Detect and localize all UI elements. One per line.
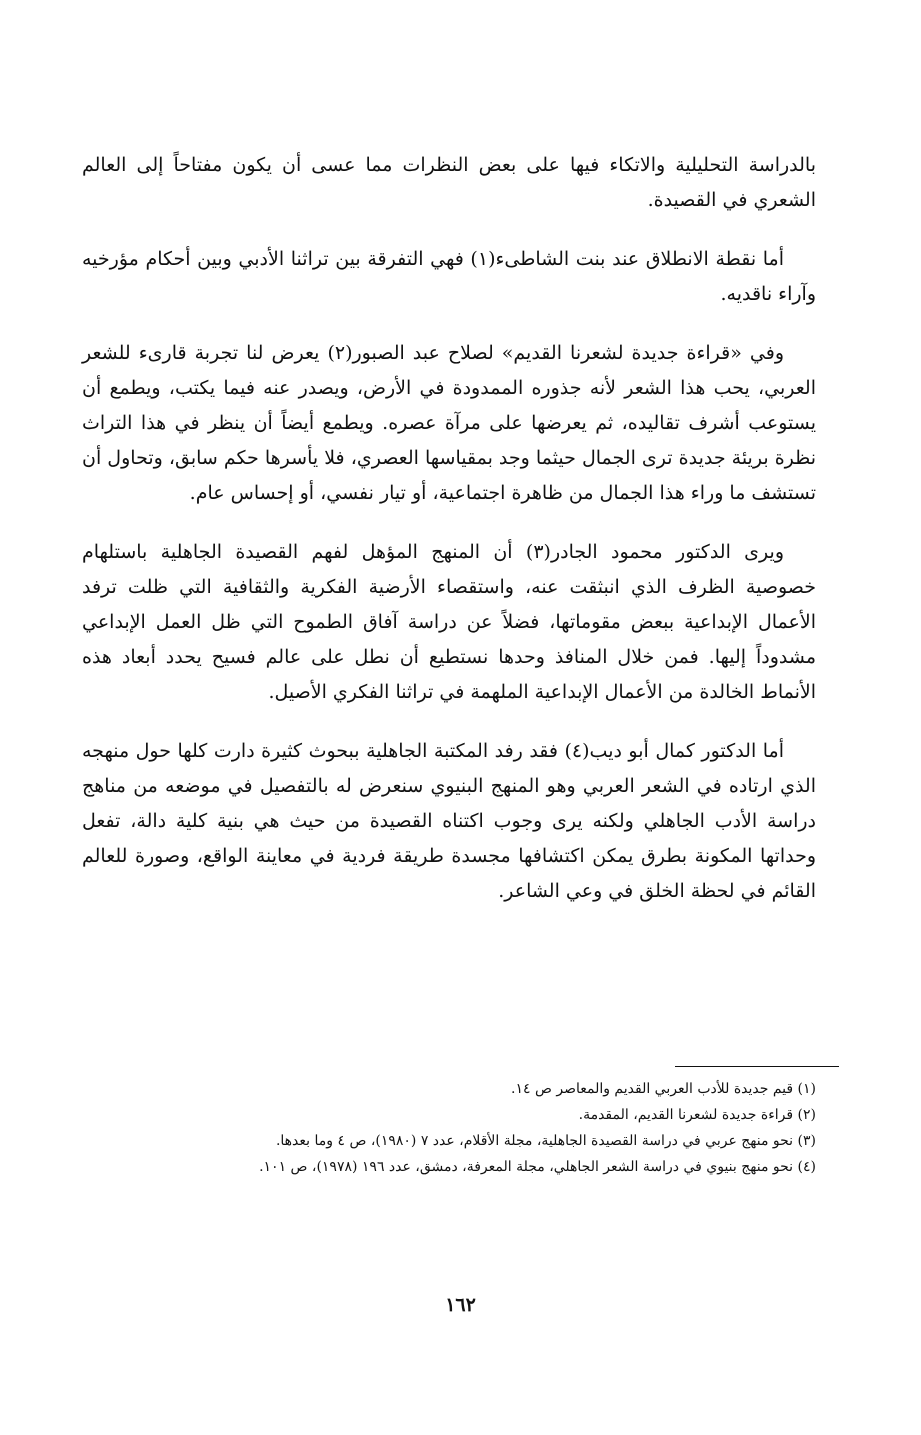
footnote-4: (٤) نحو منهج بنيوي في دراسة الشعر الجاهلي، مجلة المعرفة، دمشق، عدد ١٩٦ (١٩٧٨)، ص ١٠١. [259,1159,816,1175]
footnote-separator [675,1066,839,1067]
page-number: ١٦٢ [445,1294,476,1316]
footnote-2: (٢) قراءة جديدة لشعرنا القديم، المقدمة. [578,1107,816,1123]
body-text [82,148,816,933]
paragraph-3: وفي «قراءة جديدة لشعرنا القديم» لصلاح عبد الصبور(٢) يعرض لنا تجربة قارىء للشعر العربي، يحب هذا الشعر لأنه جذوره الممدودة في الأرض، ويصدر عنه فيما يكتب، ويطمع أن يستوعب أشرف تقاليده، ثم يعرضها على مرآة عصره. ويطمع أيضاً أن ينظر في هذا التراث نظرة بريئة جديدة ترى الجمال حيثما وجد بمقياسها العصري، فلا يأسرها حكم سابق، وتحاول أن تستشف ما وراء هذا الجمال من ظاهرة اجتماعية، أو تيار نفسي، أو إحساس عام. [82,342,816,504]
footnotes [82,1076,816,1180]
paragraph-5: أما الدكتور كمال أبو ديب(٤) فقد رفد المكتبة الجاهلية ببحوث كثيرة دارت كلها حول منهجه الذي ارتاده في الشعر العربي وهو المنهج البنيوي سنعرض له بالتفصيل في موضعه من مناهج دراسة الأدب الجاهلي ولكنه يرى وجوب اكتناه القصيدة من حيث هي بنية كلية دالة، تفعل وحداتها المكونة بطرق يمكن اكتشافها مجسدة طريقة فردية في معاينة الواقع، وصورة للعالم القائم في لحظة الخلق في وعي الشاعر. [82,740,816,902]
paragraph-2: أما نقطة الانطلاق عند بنت الشاطىء(١) فهي التفرقة بين تراثنا الأدبي وبين أحكام مؤرخيه وآراء ناقديه. [82,248,816,305]
footnote-1: (١) قيم جديدة للأدب العربي القديم والمعاصر ص ١٤. [511,1081,816,1097]
paragraph-4: ويرى الدكتور محمود الجادر(٣) أن المنهج المؤهل لفهم القصيدة الجاهلية باستلهام خصوصية الظرف الذي انبثقت عنه، واستقصاء الأرضية الفكرية والثقافية التي ظلت ترفد الأعمال الإبداعية ببعض مقوماتها، فضلاً عن دراسة آفاق الطموح التي ظل العمل الإبداعي مشدوداً إليها. فمن خلال المنافذ وحدها نستطيع أن نطل على عالم فسيح يحدد أبعاد هذه الأنماط الخالدة من الأعمال الإبداعية الملهمة في تراثنا الفكري الأصيل. [82,541,816,703]
paragraph-1: بالدراسة التحليلية والاتكاء فيها على بعض النظرات مما عسى أن يكون مفتاحاً إلى العالم الشعري في القصيدة. [82,154,816,211]
footnote-3: (٣) نحو منهج عربي في دراسة القصيدة الجاهلية، مجلة الأقلام، عدد ٧ (١٩٨٠)، ص ٤ وما بعدها. [275,1133,816,1149]
